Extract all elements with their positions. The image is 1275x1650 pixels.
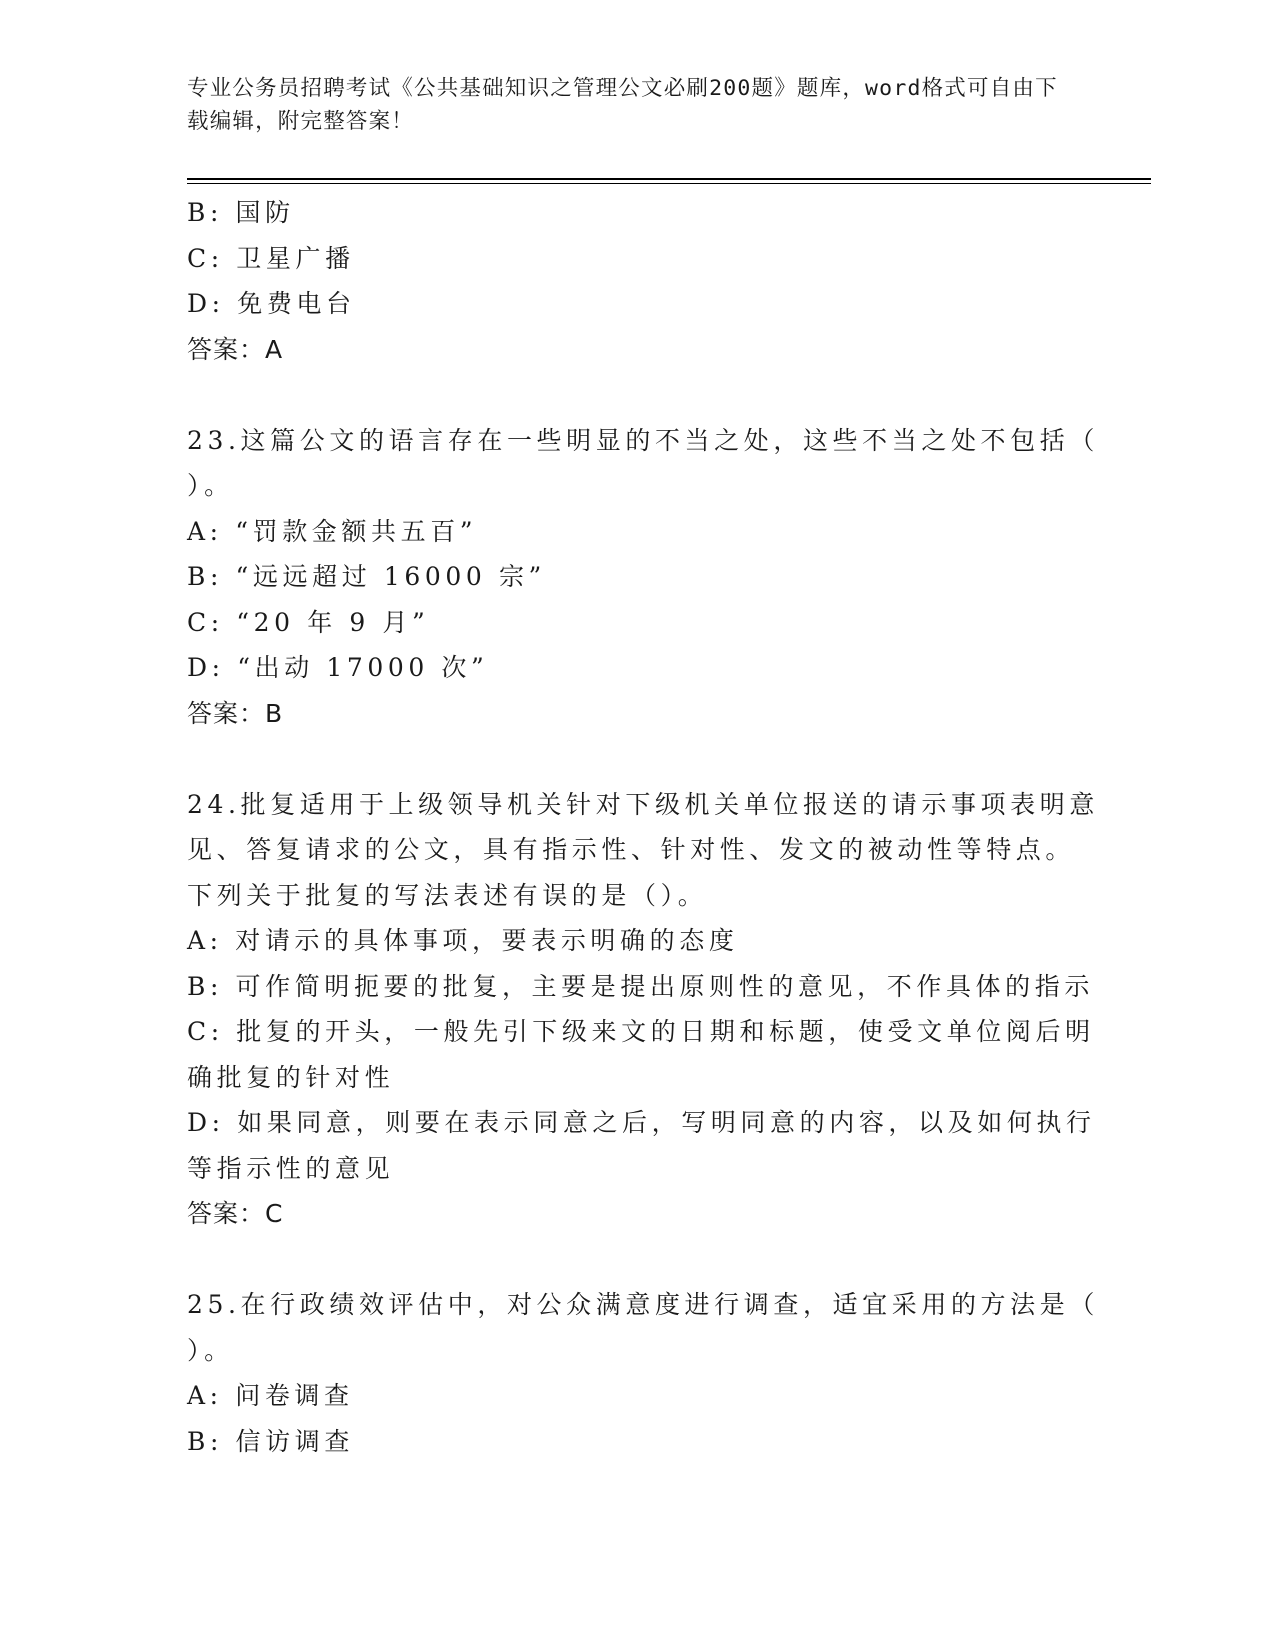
q25-stem-line-1: 25.在行政绩效评估中，对公众满意度进行调查，适宜采用的方法是（ bbox=[187, 1290, 1099, 1319]
q24-option-d-line-1: D: 如果同意，则要在表示同意之后，写明同意的内容，以及如何执行 bbox=[187, 1108, 1096, 1137]
q24-answer: 答案：C bbox=[187, 1199, 284, 1228]
q25-option-b: B: 信访调查 bbox=[187, 1426, 354, 1456]
header-divider-thin bbox=[187, 183, 1151, 184]
q23-stem-line-2: ）。 bbox=[187, 471, 234, 500]
q24-stem-line-3: 下列关于批复的写法表述有误的是（）。 bbox=[187, 880, 708, 910]
q22-option-d: D: 免费电台 bbox=[187, 289, 356, 318]
header-divider-thick bbox=[187, 178, 1151, 180]
q22-option-c: C: 卫星广播 bbox=[187, 243, 355, 273]
q23-option-c: C: “20 年 9 月” bbox=[187, 607, 430, 637]
q24-option-a: A: 对请示的具体事项，要表示明确的态度 bbox=[187, 926, 739, 955]
q23-option-b: B: “远远超过 16000 宗” bbox=[187, 562, 546, 591]
question-content bbox=[187, 190, 1099, 1464]
q24-option-b: B: 可作简明扼要的批复，主要是提出原则性的意见，不作具体的指示 bbox=[187, 971, 1094, 1001]
q25-stem-line-2: ）。 bbox=[187, 1335, 234, 1365]
q24-option-c-line-1: C: 批复的开头，一般先引下级来文的日期和标题，使受文单位阅后明 bbox=[187, 1017, 1095, 1046]
q24-stem-line-1: 24.批复适用于上级领导机关针对下级机关单位报送的请示事项表明意 bbox=[187, 789, 1099, 819]
spacer bbox=[187, 736, 1067, 782]
spacer bbox=[187, 1237, 1067, 1283]
q25-option-a: A: 问卷调查 bbox=[187, 1381, 354, 1410]
q22-answer: 答案：A bbox=[187, 334, 284, 364]
q24-option-c-line-2: 确批复的针对性 bbox=[187, 1062, 395, 1092]
q23-option-a: A: “罚款金额共五百” bbox=[187, 516, 478, 546]
q24-option-d-line-2: 等指示性的意见 bbox=[187, 1153, 395, 1183]
q24-stem-line-2: 见、答复请求的公文，具有指示性、针对性、发文的被动性等特点。 bbox=[187, 835, 1076, 864]
q23-stem-line-1: 23.这篇公文的语言存在一些明显的不当之处，这些不当之处不包括（ bbox=[187, 425, 1099, 455]
q22-option-b: B: 国防 bbox=[187, 198, 295, 227]
q23-answer: 答案：B bbox=[187, 698, 284, 728]
spacer bbox=[187, 372, 1067, 418]
q23-option-d: D: “出动 17000 次” bbox=[187, 653, 489, 682]
document-header: 专业公务员招聘考试《公共基础知识之管理公文必刷200题》题库，word格式可自由下载编辑，附完整答案！ bbox=[187, 76, 1058, 134]
